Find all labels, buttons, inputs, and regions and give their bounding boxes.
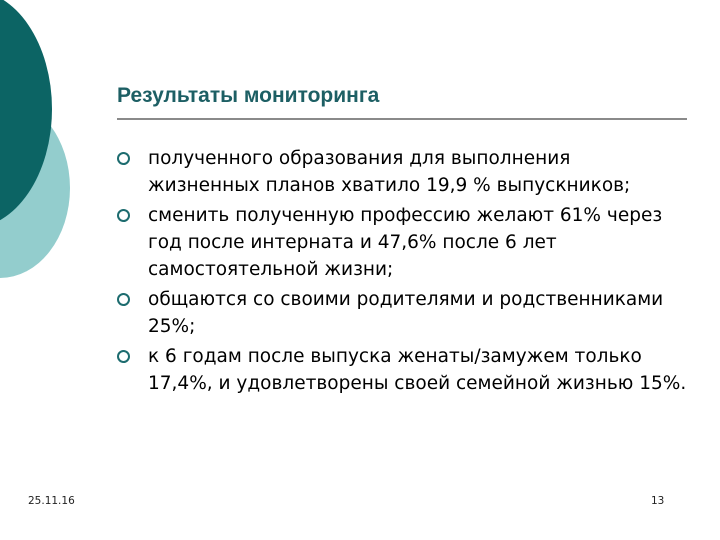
bullet-item [117,286,687,340]
bullet-text: общаются со своими родителями и родственниками 25%; [148,289,664,337]
footer-date: 25.11.16 [28,495,75,507]
bullet-list [117,145,687,400]
page-number: 13 [651,495,665,507]
bullet-item [117,145,687,199]
slide-title: Результаты мониторинга [117,84,380,107]
bullet-text: к 6 годам после выпуска женаты/замужем только 17,4%, и удовлетворены своей семейной жизнью 15%. [148,346,687,394]
hollow-circle-bullet-icon [117,350,130,363]
hollow-circle-bullet-icon [117,293,130,306]
title-divider [117,118,687,120]
hollow-circle-bullet-icon [117,152,130,165]
hollow-circle-bullet-icon [117,209,130,222]
bullet-item [117,343,687,397]
bullet-item [117,202,687,283]
bullet-text: сменить полученную профессию желают 61% через год после интерната и 47,6% после 6 лет самостоятельной жизни; [148,205,663,280]
bullet-text: полученного образования для выполнения жизненных планов хватило 19,9 % выпускников; [148,148,631,196]
